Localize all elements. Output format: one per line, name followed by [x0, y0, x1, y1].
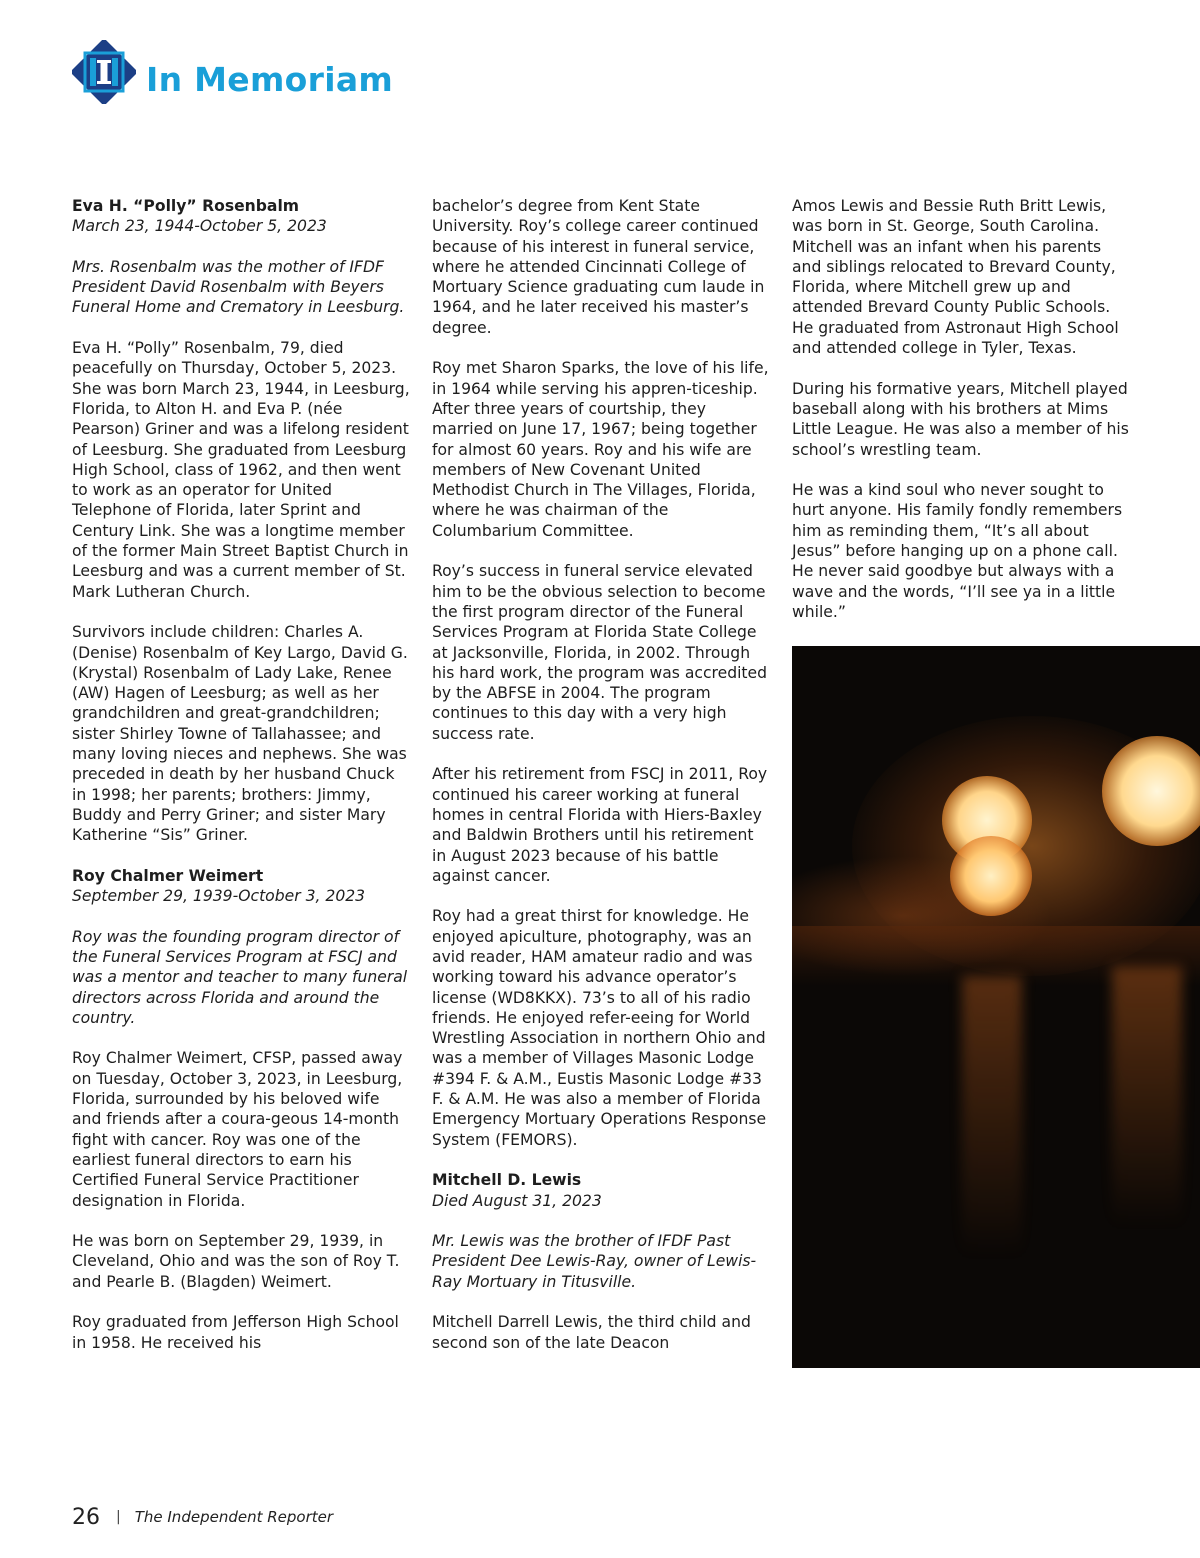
article-column-2: [432, 196, 772, 1373]
publication-logo-icon: [72, 40, 136, 104]
publication-name: The Independent Reporter: [134, 1508, 334, 1526]
obituary-paragraph: Roy graduated from Jefferson High School in 1958. He received his: [72, 1313, 399, 1352]
obituary-name: Mitchell D. Lewis: [432, 1171, 582, 1190]
obituary-paragraph: Mitchell Darrell Lewis, the third child and second son of the late Deacon: [432, 1313, 751, 1352]
obituary-dates: September 29, 1939-October 3, 2023: [72, 887, 366, 906]
obituary-paragraph: After his retirement from FSCJ in 2011, Roy continued his career working at funeral homes in central Florida with Hiers-Baxley and Baldwin Brothers until his retirement in August 2023 because of his battle against cancer.: [432, 765, 768, 885]
obituary-paragraph: Roy’s success in funeral service elevated him to be the obvious selection to become the first program director of the Funeral Services Program at Florida State College at Jacksonville, Florida, in 2002. Through his hard work, the program was accredited by the ABFSE in 2004. The program continues to this day with a very high success rate.: [432, 562, 768, 743]
obituary-name: Eva H. “Polly” Rosenbalm: [72, 197, 300, 215]
obituary-paragraph: Roy met Sharon Sparks, the love of his life, in 1964 while serving his appren-ticeship. After three years of courtship, they married on June 17, 1967; being together for almost 60 years. Roy and his wife are members of New Covenant United Methodist Church in The Villages, Florida, where he was chairman of the Columbarium Committee.: [432, 359, 769, 540]
page-title: In Memoriam: [146, 60, 394, 99]
obituary-intro: Roy was the founding program director of the Funeral Services Program at FSCJ and was a mentor and teacher to many funeral directors across Florida and around the country.: [72, 927, 408, 1027]
page-number: 26: [72, 1504, 100, 1530]
obituary-paragraph: During his formative years, Mitchell played baseball along with his brothers at Mims Little League. He was also a member of his school’s wrestling team.: [792, 379, 1129, 459]
obituary-intro: Mrs. Rosenbalm was the mother of IFDF President David Rosenbalm with Beyers Funeral Home and Crematory in Leesburg.: [72, 257, 405, 317]
article-column-3: [792, 196, 1132, 643]
obituary-paragraph: He was born on September 29, 1939, in Cleveland, Ohio and was the son of Roy T. and Pearle B. (Blagden) Weimert.: [72, 1232, 400, 1291]
obituary-dates: March 23, 1944-October 5, 2023: [72, 217, 327, 236]
obituary-name: Roy Chalmer Weimert: [72, 866, 264, 885]
footer-separator: |: [116, 1509, 121, 1525]
obituary-paragraph-continued: bachelor’s degree from Kent State University. Roy’s college career continued because of his interest in funeral service, where he attended Cincinnati College of Mortuary Science graduating cum laude in 1964, and he later received his master’s degree.: [432, 197, 765, 337]
article-column-1: [72, 196, 412, 1373]
obituary-paragraph: He was a kind soul who never sought to hurt anyone. His family fondly remembers him as reminding them, “It’s all about Jesus” before hanging up on a phone call. He never said goodbye but always with a wave and the words, “I’ll see ya in a little while.”: [792, 481, 1123, 621]
obituary-paragraph: Survivors include children: Charles A. (Denise) Rosenbalm of Key Largo, David G. (Krystal) Rosenbalm of Lady Lake, Renee (AW) Hagen of Leesburg; as well as her grandchildren and great-grandchildren; sister Shirley Towne of Tallahassee; and many loving nieces and nephews. She was preceded in death by her husband Chuck in 1998; her parents; brothers: Jimmy, Buddy and Perry Griner; and sister Mary Katherine “Sis” Griner.: [72, 623, 408, 845]
obituary-paragraph: Roy had a great thirst for knowledge. He enjoyed apiculture, photography, was an avid reader, HAM amateur radio and was working toward his advance operator’s license (WD8KKX). 73’s to all of his radio friends. He enjoyed refer-eeing for World Wrestling Association in northern Ohio and was a member of Villages Masonic Lodge #394 F. & A.M., Eustis Masonic Lodge #33 F. & A.M. He was also a member of Florida Emergency Mortuary Operations Response System (FEMORS).: [432, 907, 767, 1149]
obituary-intro: Mr. Lewis was the brother of IFDF Past President Dee Lewis-Ray, owner of Lewis-Ray Mortuary in Titusville.: [432, 1232, 757, 1291]
obituary-paragraph: Eva H. “Polly” Rosenbalm, 79, died peacefully on Thursday, October 5, 2023. She was born March 23, 1944, in Leesburg, Florida, to Alton H. and Eva P. (née Pearson) Griner and was a lifelong resident of Leesburg. She graduated from Leesburg High School, class of 1962, and then went to work as an operator for United Telephone of Florida, later Sprint and Century Link. She was a longtime member of the former Main Street Baptist Church in Leesburg and was a current member of St. Mark Lutheran Church.: [72, 339, 410, 601]
candlelight-photo: [792, 646, 1200, 1368]
obituary-paragraph-continued: Amos Lewis and Bessie Ruth Britt Lewis, was born in St. George, South Carolina. Mitchell was an infant when his parents and siblings relocated to Brevard County, Florida, where Mitchell grew up and attended Brevard County Public Schools. He graduated from Astronaut High School and attended college in Tyler, Texas.: [792, 197, 1119, 358]
page-footer: [72, 1502, 333, 1532]
obituary-paragraph: Roy Chalmer Weimert, CFSP, passed away on Tuesday, October 3, 2023, in Leesburg, Florida, surrounded by his beloved wife and friends after a coura-geous 14-month fight with cancer. Roy was one of the earliest funeral directors to earn his Certified Funeral Service Practitioner designation in Florida.: [72, 1049, 403, 1210]
obituary-dates: Died August 31, 2023: [432, 1191, 602, 1210]
